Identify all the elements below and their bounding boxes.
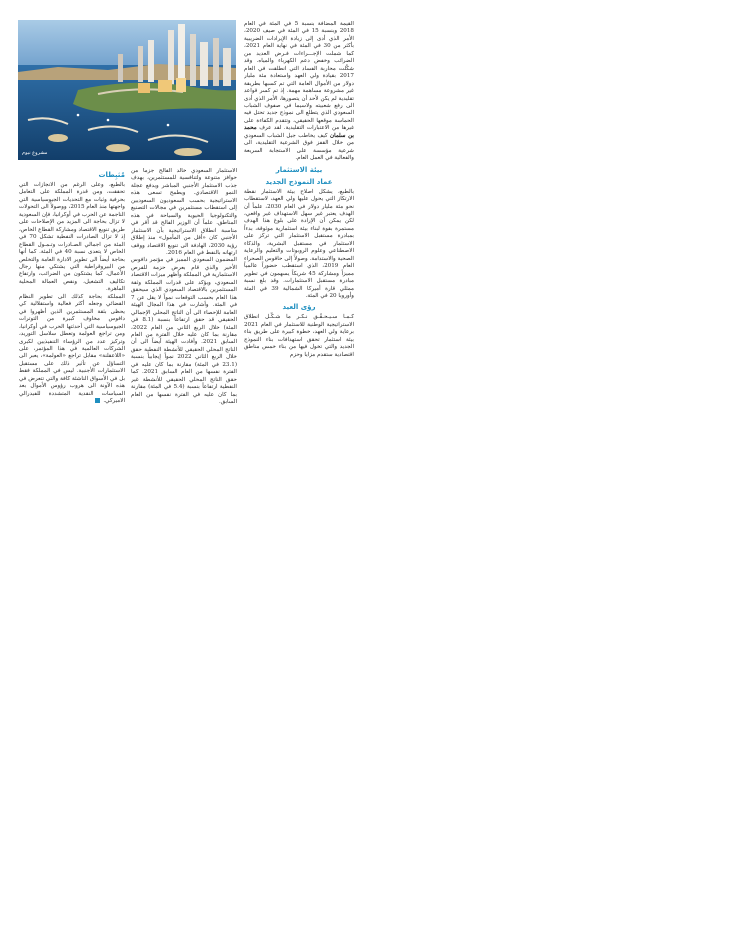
subheading-visions: رؤى العيد xyxy=(282,303,316,312)
subheading-obstacles: مُثبِطات xyxy=(98,171,125,179)
paragraph: كـمـا سـيـحـقّـق نـكـر ما شـكّـل انطلاق الاستراتيجية الوطنية للاستثمار في العام 2021 برعاية ولي العهد، خطوة كبيرة على طريق بناء بيئة استثمار تحقق استهدافات بناء النموذج الجديد والتي تخول فيها من بناء خمس مناطق اقتصادية ستقدم مزايا وحزم xyxy=(244,314,354,358)
subheading-investment-environment: بيئة الاستثمار xyxy=(275,165,323,174)
neom-photo xyxy=(18,20,236,160)
article-column-right xyxy=(244,21,354,476)
paragraph: القيمة المضافة بنسبة 5 في المئة في العام 2018 وبنسبة 15 في المئة في صيف 2020، الأمر الذي أدى إلى زيادة الإيرادات الضريبية بأكثر من 30 في المئة في نهاية العام 2021، كما شملت الإجـــراءات فـرض العديد من الضرائب وخفض دعم الكهرباء والمياه. وقد شكّلت محاربة الفساد التي انطلقت في العام 2017 بقيادة ولي العهد واستعادة مئة مليار دولار من الأموال العامة التي تم كسبها بطريقة غير مشروعة مساهمة مهمة. إذ تم كسر قواعد تقليدية لم يكن لأحد أن يتصورها، الأمر الذي أدى الى رفع شعبيته ولاسيما في صفوف الشباب السعودي الذي يتطلع الى نموذج جديد تحتل فيه الحماسة موقعها الحقيقي، وتتقدم الكفاءة على غيرها من الاعتبارات التقليدية. لقد عرف محمد بن سلمان كيف يخاطب جيل الشباب السعودي من خلال القفز فوق الشرعية التقليدية، الى شرعية مؤسسة على الاستجابة السريعة والفعالية في العمل العام. xyxy=(244,21,354,162)
paragraph: بالطبع، وعلى الرغم من الانجازات التي تحققت، ومن قدرة المملكة على التعامل بحرفية وثبات مع التحديات الجيوسياسية التي واجهتها منذ العام 2015، ووصولاً الى التحولات الناجمة عن الحرب في أوكرانيا، فإن السعودية لا تزال بحاجة الى المزيد من الإصلاحات على طريق تنويع الاقتصاد ومشاركة القطاع الخاص، إذ لا تزال الصادرات النفطية تشكل 70 في المئة من اجمالي الصـادرات وتـمـول القطاع الخاص لا يتعدى نسبة 40 في المئة. كما أنها بحاجة أيضاً الى تطوير الادارة العامة والتخلص من البيروقراطية التي يشتكي منها رجال الأعمال، كما يشتكون من الضرائب، وارتفاع تكاليف التشغيل، ونقص العمالة المحلية الماهرة. xyxy=(19,182,125,293)
paragraph: الاستثمار السعودي خالد الفالح جزماً من حوافز متنوعة ولتنافسية للمستثمرين، بهدف جذب الاستثمار الأجنبي المباشر ويدفع عجلة النمو الاقتصادي. ويطمح تسعى هذه الاستراتيجية بحسب السعوديون السعوديين إلى استقطاب مستثمرين في مجالات التصنيع والتكنولوجيا الحيوية والسياحة في هذه المناطق. علماً أن الوزير الفالح قد أقر في مناسبة انطلاق الاستراتيجية بأن الاستثمار الأجنبي كان «أقل من المأمول» منذ إطلاق رؤية 2030، الهادفة الى تنويع الاقتصاد ووقف ارتهانه بالنفط في العام 2016. xyxy=(131,168,237,256)
photo-caption: مشروع نيوم xyxy=(22,150,48,156)
paragraph: بالطبع، يشكل اصلاح بيئة الاستثمار نقطة الارتكاز التي يحول عليها ولي العهد، لاستقطاب نحو مئة مليار دولار في العام 2030، علماً أن الهدف يعتبر غير سهل الاستهداف غير واقعي، لكن يمكن أن الإرادة على بلوغ هذا الهدف مستمرة بقوة لبناء بيئة استثمارية موثوقة، بدءاً بمبادرة مستقبل الاستثمار التي تركز على الاستثمار في مستقبل البشرية، والذكاء الاصطناعي وعلوم الروبوتات والتعليم والرعاية الصحية والاستدامة. وصولاً إلى حاقوس الصحراء العام 2019، الذي استقطب حضوراً عالمياً مميزاً ومشاركة 45 شريكاً يسهمون في تطوير مبادرة مستقبل الاستثمارات. وقد بلغ نسبة ممثلي قارة أميركا الشمالية 39 في المئة وأوروبا 20 في المئة. xyxy=(244,188,354,299)
subheading-new-model: عماد النموذج الجديد xyxy=(265,177,333,186)
paragraph: المضمون السعودي المميز في مؤتمر دافوس الأخير والذي قام بعرض حزمة للفرص الاستثمارية في المملكة وأظهر ميزات الاقتصاد السعودي، ويؤكد على قدرات المملكة وثقة المستثمرين بالاقتصاد السعودي الذي سيحقق هذا العام بحسب التوقعات نمواً لا يقل عن 7 في المئة. وأشارت في هذا المجال الهيئة العامة للإحصاء الى أن الناتج المحلي الإجمالي الحقيقي قد حقق ارتفاعاً بنسبة (8.1 في المئة) خلال الربع الثاني من العام 2022، مقارنة بما كان عليه خلال الفترة من العام السابق 2021. وأفادت الهيئة أيضاً الى أن الناتج المحلي الحقيقي للأنشطة النفطية حقق خلال الربع الثاني 2022 نمواً إيجابياً بنسبة (23.1 في المئة) مقارنة بما كان عليه في الفترة نفسها من العام السابق 2021. كما حقق الناتج المحلي الحقيقي للأنشطة غير النفطية ارتفاعاً بنسبة (5.4 في المئة) مقارنة بما كان عليه في الفترة نفسها من العام السابق. xyxy=(131,257,237,406)
paragraph: المملكة بحاجة كذلك الى تطوير النظام القضائي وجعله أكثر فعالية واستقلالية كي يحظى بثقة المستثمرين الذين أظهروا في دافوس مخاوف كبيرة من التوترات الجيوسياسية التي أحدثتها الحرب في أوكرانيا، ومن تراجع العولمة وتعطل سلاسل التوريد، وتركيز عدد من الرؤساء التنفيذيين لكبرى الشركات العالمية في هذا المؤتمر، على «اللاعقلنة» مقابل تراجع «العولمة»، يعبر الى التساؤل عن تأثير ذلك على مستقبل الاستثمارات الأجنبية. ليس في المملكة فقط بل في الأسواق الناشئة كافة والتي تتعرض في هذه الآونة الى هروب رؤوس الأموال بعد السياسات النقدية المتشددة للفيدرالي الاميركي. xyxy=(19,293,125,405)
end-of-article-square-icon xyxy=(95,398,100,403)
article-column-middle xyxy=(131,168,237,468)
article-column-left xyxy=(19,168,125,468)
bold-name: محمد بن سلمان xyxy=(244,125,354,139)
neom-city-illustration xyxy=(18,20,236,160)
